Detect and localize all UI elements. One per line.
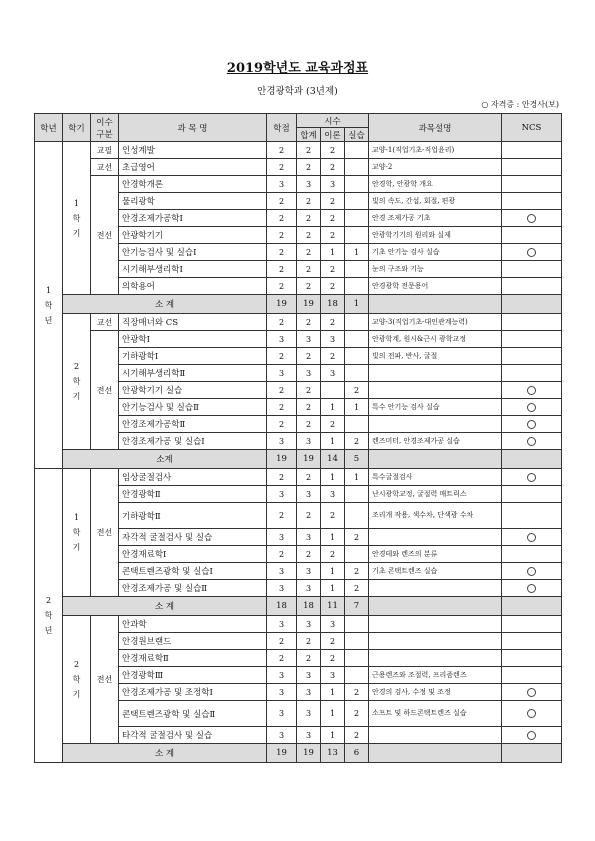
- subtotal-credit: 19: [267, 295, 297, 314]
- course-name: 안광학기기 실습: [119, 382, 267, 399]
- ncs-cell: [502, 278, 562, 295]
- course-credit: 3: [267, 486, 297, 503]
- semester-cell: 2 학 기: [63, 616, 91, 744]
- hours-practice: 2: [345, 684, 369, 701]
- ncs-cell: [502, 469, 562, 486]
- course-name: 의학용어: [119, 278, 267, 295]
- hours-practice: [345, 486, 369, 503]
- subtotal-row: [35, 597, 562, 616]
- ncs-cell: [502, 633, 562, 650]
- semester-cell: 1 학 기: [63, 469, 91, 597]
- subtotal-theory: 11: [321, 597, 345, 616]
- course-name: 안경조제가공학Ⅰ: [119, 210, 267, 227]
- hours-theory: 2: [321, 261, 345, 278]
- hours-theory: 2: [321, 546, 345, 563]
- hours-total: 2: [297, 650, 321, 667]
- hours-theory: 1: [321, 563, 345, 580]
- course-description: [369, 529, 502, 546]
- course-credit: 3: [267, 433, 297, 450]
- course-credit: 3: [267, 176, 297, 193]
- subtotal-label: 소 계: [63, 744, 267, 763]
- course-description: 소프트 및 하드콘택트렌즈 실습: [369, 701, 502, 727]
- ncs-circle-icon: [527, 403, 536, 412]
- hours-practice: [345, 348, 369, 365]
- subtotal-credit: 18: [267, 597, 297, 616]
- course-description: 조리개 작용, 색수차, 단색광 수차: [369, 503, 502, 529]
- course-description: 빛의 속도, 간섭, 회절, 편광: [369, 193, 502, 210]
- ncs-cell: [502, 546, 562, 563]
- course-credit: 2: [267, 261, 297, 278]
- course-credit: 2: [267, 278, 297, 295]
- course-credit: 2: [267, 193, 297, 210]
- course-credit: 2: [267, 314, 297, 331]
- hours-theory: 3: [321, 176, 345, 193]
- ncs-cell: [502, 348, 562, 365]
- course-name: 안과학: [119, 616, 267, 633]
- course-name: 안광학Ⅰ: [119, 331, 267, 348]
- ncs-cell: [502, 365, 562, 382]
- course-description: 특수 안기능 검사 실습: [369, 399, 502, 416]
- hours-theory: 2: [321, 142, 345, 159]
- hours-total: 2: [297, 142, 321, 159]
- course-description: 특수굴절검사: [369, 469, 502, 486]
- semester-cell: 2 학 기: [63, 314, 91, 450]
- course-type: 전선: [91, 176, 119, 295]
- ncs-cell: [502, 580, 562, 597]
- ncs-cell: [502, 503, 562, 529]
- ncs-cell: [502, 529, 562, 546]
- hours-practice: 1: [345, 469, 369, 486]
- course-name: 시기해부생리학Ⅰ: [119, 261, 267, 278]
- ncs-cell: [502, 331, 562, 348]
- hours-theory: 3: [321, 365, 345, 382]
- hours-practice: [345, 667, 369, 684]
- course-name: 임상굴절검사: [119, 469, 267, 486]
- course-description: 안경학, 안광학 개요: [369, 176, 502, 193]
- header-course: 과 목 명: [119, 114, 267, 142]
- hours-theory: 2: [321, 159, 345, 176]
- subtotal-blank: [369, 744, 502, 763]
- ncs-circle-icon: [527, 567, 536, 576]
- subtotal-practice: 6: [345, 744, 369, 763]
- course-name: 안경조제가공학Ⅱ: [119, 416, 267, 433]
- course-name: 타각적 굴절검사 및 실습: [119, 727, 267, 744]
- ncs-cell: [502, 142, 562, 159]
- ncs-cell: [502, 563, 562, 580]
- hours-theory: 3: [321, 667, 345, 684]
- hours-theory: 1: [321, 399, 345, 416]
- ncs-circle-icon: [527, 688, 536, 697]
- hours-practice: 2: [345, 382, 369, 399]
- ncs-cell: [502, 176, 562, 193]
- course-credit: 3: [267, 684, 297, 701]
- hours-theory: 1: [321, 244, 345, 261]
- hours-practice: 2: [345, 433, 369, 450]
- subtotal-row: [35, 450, 562, 469]
- ncs-cell: [502, 727, 562, 744]
- course-description: [369, 580, 502, 597]
- ncs-circle-icon: [527, 709, 536, 718]
- course-credit: 2: [267, 348, 297, 365]
- hours-total: 3: [297, 176, 321, 193]
- course-name: 직장매너와 CS: [119, 314, 267, 331]
- hours-total: 2: [297, 416, 321, 433]
- semester-cell: 1 학 기: [63, 142, 91, 295]
- hours-practice: [345, 331, 369, 348]
- ncs-circle-icon: [527, 584, 536, 593]
- hours-total: 3: [297, 365, 321, 382]
- course-credit: 3: [267, 580, 297, 597]
- ncs-cell: [502, 650, 562, 667]
- ncs-cell: [502, 399, 562, 416]
- subtotal-blank-ncs: [502, 450, 562, 469]
- course-description: 안경의 검사, 수정 및 조정: [369, 684, 502, 701]
- hours-practice: 1: [345, 244, 369, 261]
- course-credit: 2: [267, 159, 297, 176]
- ncs-circle-icon: [527, 731, 536, 740]
- hours-theory: 2: [321, 416, 345, 433]
- hours-practice: [345, 416, 369, 433]
- course-credit: 2: [267, 244, 297, 261]
- header-type: 이수 구분: [91, 114, 119, 142]
- course-name: 초급영어: [119, 159, 267, 176]
- subtotal-total: 19: [297, 450, 321, 469]
- course-description: 교양-3(직업기초-대인관계능력): [369, 314, 502, 331]
- hours-total: 3: [297, 727, 321, 744]
- page-title: 2019학년도 교육과정표: [226, 61, 369, 76]
- hours-practice: [345, 503, 369, 529]
- hours-total: 2: [297, 348, 321, 365]
- hours-theory: 1: [321, 580, 345, 597]
- hours-total: 3: [297, 616, 321, 633]
- hours-total: 2: [297, 399, 321, 416]
- subtotal-practice: 1: [345, 295, 369, 314]
- subtotal-blank-ncs: [502, 744, 562, 763]
- hours-practice: 2: [345, 580, 369, 597]
- ncs-cell: [502, 701, 562, 727]
- hours-practice: [345, 650, 369, 667]
- subtotal-credit: 19: [267, 450, 297, 469]
- hours-theory: 1: [321, 433, 345, 450]
- subtotal-label: 소계: [63, 450, 267, 469]
- subtotal-credit: 19: [267, 744, 297, 763]
- course-type: 교필: [91, 142, 119, 159]
- hours-total: 2: [297, 633, 321, 650]
- hours-theory: 2: [321, 348, 345, 365]
- hours-total: 3: [297, 563, 321, 580]
- ncs-cell: [502, 382, 562, 399]
- hours-total: 2: [297, 382, 321, 399]
- subtotal-label: 소 계: [63, 295, 267, 314]
- course-description: 안경광학 전문용어: [369, 278, 502, 295]
- course-description: 교양-2: [369, 159, 502, 176]
- hours-theory: [321, 382, 345, 399]
- course-type: 교선: [91, 159, 119, 176]
- course-name: 안경광학Ⅲ: [119, 667, 267, 684]
- ncs-circle-icon: [527, 386, 536, 395]
- course-description: 근용렌즈와 조절력, 프리즘렌즈: [369, 667, 502, 684]
- header-practice: 실습: [345, 128, 369, 142]
- course-description: 눈의 구조와 기능: [369, 261, 502, 278]
- grade-cell: 2 학 년: [35, 469, 63, 763]
- subtotal-blank: [369, 450, 502, 469]
- hours-total: 3: [297, 433, 321, 450]
- course-description: 렌즈미터, 안경조제가공 실습: [369, 433, 502, 450]
- course-name: 시기해부생리학Ⅱ: [119, 365, 267, 382]
- hours-theory: 2: [321, 503, 345, 529]
- course-name: 콘택트렌즈광학 및 실습Ⅱ: [119, 701, 267, 727]
- course-name: 안경재료학Ⅱ: [119, 650, 267, 667]
- subtotal-theory: 18: [321, 295, 345, 314]
- ncs-cell: [502, 667, 562, 684]
- course-description: 교양-1(직업기초-직업윤리): [369, 142, 502, 159]
- hours-theory: 3: [321, 616, 345, 633]
- subtotal-theory: 13: [321, 744, 345, 763]
- ncs-cell: [502, 159, 562, 176]
- course-credit: 2: [267, 210, 297, 227]
- course-description: 기초 콘택트렌즈 실습: [369, 563, 502, 580]
- ncs-circle-icon: [527, 248, 536, 257]
- subtotal-blank-ncs: [502, 295, 562, 314]
- course-credit: 3: [267, 365, 297, 382]
- hours-practice: [345, 616, 369, 633]
- course-name: 콘택트렌즈광학 및 실습Ⅰ: [119, 563, 267, 580]
- hours-practice: 1: [345, 399, 369, 416]
- ncs-cell: [502, 684, 562, 701]
- subtotal-practice: 7: [345, 597, 369, 616]
- header-total: 합계: [297, 128, 321, 142]
- hours-practice: [345, 633, 369, 650]
- table-row: [35, 314, 562, 331]
- hours-total: 2: [297, 159, 321, 176]
- hours-practice: [345, 142, 369, 159]
- hours-total: 2: [297, 210, 321, 227]
- ncs-circle-icon: [527, 214, 536, 223]
- hours-total: 3: [297, 701, 321, 727]
- course-name: 안경원브랜드: [119, 633, 267, 650]
- hours-theory: 2: [321, 278, 345, 295]
- course-name: 안경조제가공 및 실습Ⅱ: [119, 580, 267, 597]
- hours-total: 3: [297, 580, 321, 597]
- subtotal-blank: [369, 597, 502, 616]
- course-description: 빛의 전파, 반사, 굴절: [369, 348, 502, 365]
- hours-total: 3: [297, 684, 321, 701]
- ncs-cell: [502, 261, 562, 278]
- course-type: 전선: [91, 616, 119, 744]
- hours-total: 2: [297, 278, 321, 295]
- ncs-cell: [502, 433, 562, 450]
- hours-theory: 1: [321, 727, 345, 744]
- hours-practice: [345, 193, 369, 210]
- course-name: 안광학기기: [119, 227, 267, 244]
- hours-total: 2: [297, 244, 321, 261]
- table-row: [35, 159, 562, 176]
- course-description: [369, 416, 502, 433]
- course-description: 안광학기기의 원리와 실제: [369, 227, 502, 244]
- course-credit: 2: [267, 633, 297, 650]
- ncs-cell: [502, 486, 562, 503]
- hours-total: 2: [297, 546, 321, 563]
- hours-total: 3: [297, 331, 321, 348]
- course-name: 안경재료학Ⅰ: [119, 546, 267, 563]
- course-name: 안경광학Ⅱ: [119, 486, 267, 503]
- hours-practice: [345, 314, 369, 331]
- course-credit: 2: [267, 503, 297, 529]
- course-name: 안경학개론: [119, 176, 267, 193]
- course-name: 안경조제가공 및 조정학Ⅰ: [119, 684, 267, 701]
- ncs-cell: [502, 210, 562, 227]
- ncs-circle-icon: [527, 437, 536, 446]
- subtotal-total: 19: [297, 295, 321, 314]
- hours-practice: 2: [345, 701, 369, 727]
- header-desc: 과목설명: [369, 114, 502, 142]
- course-description: [369, 616, 502, 633]
- course-credit: 2: [267, 416, 297, 433]
- ncs-circle-icon: [527, 473, 536, 482]
- hours-theory: 2: [321, 314, 345, 331]
- course-description: 안경테와 렌즈의 분류: [369, 546, 502, 563]
- ncs-circle-icon: [527, 420, 536, 429]
- course-description: [369, 382, 502, 399]
- header-hours: 시수: [297, 114, 369, 128]
- hours-total: 2: [297, 227, 321, 244]
- course-description: 기초 안기능 검사 실습: [369, 244, 502, 261]
- ncs-cell: [502, 616, 562, 633]
- course-name: 안경조제가공 및 실습Ⅰ: [119, 433, 267, 450]
- hours-practice: [345, 278, 369, 295]
- hours-total: 3: [297, 486, 321, 503]
- course-name: 기하광학Ⅰ: [119, 348, 267, 365]
- hours-theory: 1: [321, 469, 345, 486]
- ncs-circle-icon: [527, 533, 536, 542]
- course-type: 교선: [91, 314, 119, 331]
- hours-total: 3: [297, 667, 321, 684]
- hours-practice: 2: [345, 727, 369, 744]
- course-credit: 2: [267, 546, 297, 563]
- header-theory: 이론: [321, 128, 345, 142]
- hours-total: 2: [297, 261, 321, 278]
- hours-total: 3: [297, 529, 321, 546]
- hours-total: 2: [297, 469, 321, 486]
- hours-total: 2: [297, 314, 321, 331]
- curriculum-table: [34, 113, 562, 763]
- hours-practice: [345, 210, 369, 227]
- subtotal-total: 19: [297, 744, 321, 763]
- subtotal-total: 18: [297, 597, 321, 616]
- ncs-cell: [502, 314, 562, 331]
- course-description: 난시광학교정, 굴절력 매트릭스: [369, 486, 502, 503]
- course-description: [369, 365, 502, 382]
- header-semester: 학기: [63, 114, 91, 142]
- hours-practice: 2: [345, 529, 369, 546]
- ncs-cell: [502, 244, 562, 261]
- hours-practice: [345, 365, 369, 382]
- table-row: [35, 616, 562, 633]
- hours-practice: 2: [345, 563, 369, 580]
- course-name: 안기능검사 및 실습Ⅱ: [119, 399, 267, 416]
- course-credit: 3: [267, 563, 297, 580]
- hours-theory: 2: [321, 193, 345, 210]
- ncs-cell: [502, 416, 562, 433]
- table-row: [35, 331, 562, 348]
- header-ncs: NCS: [502, 114, 562, 142]
- curriculum-body: [35, 142, 562, 763]
- hours-theory: 2: [321, 227, 345, 244]
- course-description: 안광학계, 원시&근시 광학교정: [369, 331, 502, 348]
- course-description: [369, 727, 502, 744]
- hours-practice: [345, 546, 369, 563]
- grade-cell: 1 학 년: [35, 142, 63, 469]
- hours-total: 2: [297, 503, 321, 529]
- hours-theory: 2: [321, 210, 345, 227]
- course-description: 안경 조제가공 기초: [369, 210, 502, 227]
- hours-practice: [345, 176, 369, 193]
- course-credit: 2: [267, 650, 297, 667]
- hours-theory: 3: [321, 331, 345, 348]
- course-description: [369, 650, 502, 667]
- hours-total: 2: [297, 193, 321, 210]
- subtotal-blank: [369, 295, 502, 314]
- course-type: 전선: [91, 469, 119, 597]
- course-type: 전선: [91, 331, 119, 450]
- department-name: 안경광학과 (3년제): [257, 86, 338, 97]
- table-row: [35, 469, 562, 486]
- table-row: [35, 142, 562, 159]
- hours-practice: [345, 227, 369, 244]
- hours-theory: 1: [321, 684, 345, 701]
- subtotal-theory: 14: [321, 450, 345, 469]
- subtotal-row: [35, 295, 562, 314]
- subtotal-practice: 5: [345, 450, 369, 469]
- course-credit: 3: [267, 616, 297, 633]
- course-credit: 3: [267, 331, 297, 348]
- table-row: [35, 176, 562, 193]
- course-credit: 2: [267, 382, 297, 399]
- hours-theory: 1: [321, 701, 345, 727]
- subtotal-label: 소 계: [63, 597, 267, 616]
- ncs-cell: [502, 227, 562, 244]
- subtotal-row: [35, 744, 562, 763]
- subtotal-blank-ncs: [502, 597, 562, 616]
- hours-theory: 1: [321, 529, 345, 546]
- course-credit: 2: [267, 469, 297, 486]
- course-credit: 3: [267, 529, 297, 546]
- course-name: 인성계발: [119, 142, 267, 159]
- course-credit: 2: [267, 399, 297, 416]
- hours-theory: 2: [321, 633, 345, 650]
- course-credit: 2: [267, 227, 297, 244]
- certificate-note: ○ 자격증 : 안경사(보): [481, 100, 559, 109]
- course-credit: 2: [267, 142, 297, 159]
- header-grade: 학년: [35, 114, 63, 142]
- course-name: 기하광학Ⅱ: [119, 503, 267, 529]
- course-credit: 3: [267, 727, 297, 744]
- hours-practice: [345, 159, 369, 176]
- course-credit: 3: [267, 667, 297, 684]
- course-name: 자각적 굴절검사 및 실습: [119, 529, 267, 546]
- header-credit: 학점: [267, 114, 297, 142]
- course-description: [369, 633, 502, 650]
- hours-theory: 2: [321, 650, 345, 667]
- hours-theory: 3: [321, 486, 345, 503]
- course-name: 안기능검사 및 실습Ⅰ: [119, 244, 267, 261]
- hours-practice: [345, 261, 369, 278]
- course-credit: 3: [267, 701, 297, 727]
- course-name: 물리광학: [119, 193, 267, 210]
- ncs-cell: [502, 193, 562, 210]
